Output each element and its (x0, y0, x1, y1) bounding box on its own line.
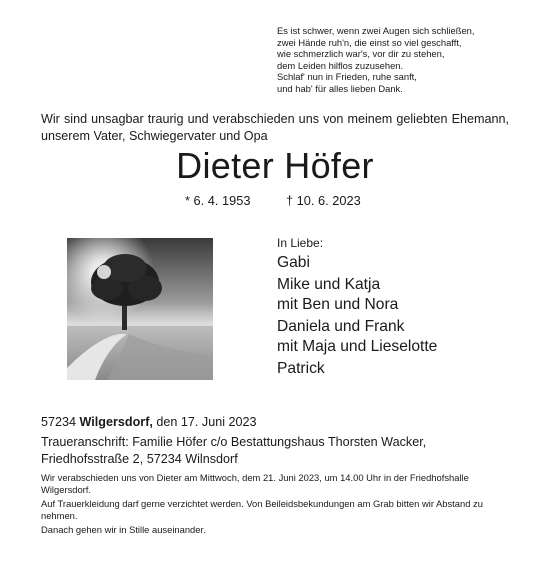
mourners-list (277, 235, 527, 381)
mourner-name: mit Ben und Nora (277, 296, 399, 313)
poem-line: Schlaf' nun in Frieden, ruhe sanft, (277, 71, 417, 83)
poem-line: zwei Hände ruh'n, die einst so viel geschafft, (277, 36, 462, 48)
poem-line: dem Leiden hilflos zuzusehen. (277, 59, 404, 71)
mourner-name: mit Maja und Lieselotte (277, 338, 438, 355)
memorial-poem (277, 25, 537, 95)
funeral-details (41, 472, 511, 539)
poem-line: wie schmerzlich war's, vor dir zu stehen, (277, 48, 445, 60)
mourner-group (277, 253, 527, 273)
mourner-group (277, 275, 527, 315)
death-date: † 10. 6. 2023 (286, 193, 361, 208)
mourner-name: Gabi (277, 254, 310, 271)
details-paragraph: Wir verabschieden uns von Dieter am Mittwoch, dem 21. Juni 2023, um 14.00 Uhr in der Friedhofshalle Wilgersdorf. (41, 472, 469, 495)
place-date-line (41, 414, 257, 430)
address-line: Friedhofsstraße 2, 57234 Wilnsdorf (41, 452, 238, 466)
mourner-name: Patrick (277, 360, 325, 377)
intro-text: Wir sind unsagbar traurig und verabschieden uns von meinem geliebten Ehemann, unserem Vater, Schwiegervater und Opa (41, 112, 509, 143)
mourner-group (277, 317, 527, 357)
poem-line: und hab' für alles lieben Dank. (277, 82, 403, 94)
mourners-label: In Liebe: (277, 236, 324, 250)
mourner-name: Daniela und Frank (277, 318, 405, 335)
birth-date: * 6. 4. 1953 (185, 193, 251, 208)
place-town: Wilgersdorf, (79, 415, 153, 429)
notice-date: den 17. Juni 2023 (156, 415, 257, 429)
tree-photo (67, 238, 213, 380)
mourner-name: Mike und Katja (277, 276, 381, 293)
place-zip: 57234 (41, 415, 77, 429)
address-line: Traueranschrift: Familie Höfer c/o Bestattungshaus Thorsten Wacker, (41, 435, 427, 449)
details-paragraph: Auf Trauerkleidung darf gerne verzichtet werden. Von Beileidsbekundungen am Grab bitten wir Abstand zu nehmen. (41, 498, 483, 521)
deceased-name: Dieter Höfer (176, 145, 374, 186)
mourner-group (277, 359, 527, 379)
mourning-address (41, 434, 509, 468)
poem-line: Es ist schwer, wenn zwei Augen sich schließen, (277, 25, 475, 36)
details-paragraph: Danach gehen wir in Stille auseinander. (41, 524, 206, 536)
